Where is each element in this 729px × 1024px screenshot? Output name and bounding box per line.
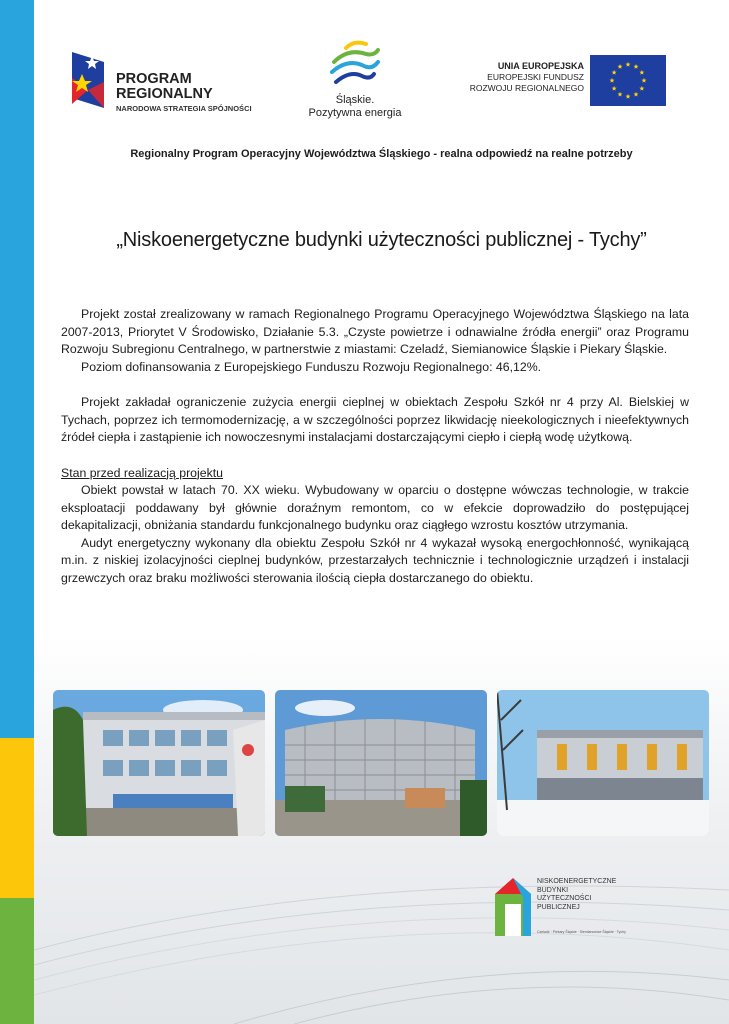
program-regionalny-logo [68, 48, 268, 118]
page-title: „Niskoenergetyczne budynki użyteczności publicznej - Tychy” [116, 229, 647, 251]
side-bar-blue [0, 0, 34, 738]
slaskie-logo [300, 40, 410, 126]
paragraph-history: Obiekt powstał w latach 70. XX wieku. Wybudowany w oparciu o dostępne wówczas technologie, w trakcie eksploatacji poddawany był głównie doraźnym remontom, co w efekcie doprowadziło do postępującej dekapitalizacji, obniżania standardu funkcjonalnego budynku oraz ciągłego wzrostu kosztów utrzymania. [61, 483, 689, 532]
paragraph-scope: Projekt zakładał ograniczenie zużycia energii cieplnej w obiektach Zespołu Szkół nr 4 przy Al. Bielskiej w Tychach, poprzez ich termomodernizację, a w szczególności poprzez likwidację nieekologicznych i nieefektywnych źródeł ciepła i zastąpienie ich nowoczesnymi instalacjami dostarczającymi ciepło i ciepłą wodę użytkową. [61, 395, 689, 444]
program-regionalny-title [116, 72, 213, 102]
eu-line2: EUROPEJSKI FUNDUSZ [487, 72, 584, 82]
niskoenergetyczne-text [537, 878, 619, 912]
eu-flag-icon [590, 55, 666, 106]
niskoenergetyczne-logo [491, 872, 626, 942]
program-line3: NARODOWA STRATEGIA SPÓJNOŚCI [116, 104, 252, 113]
bl-line3: UŻYTECZNOŚCI [537, 895, 592, 902]
content-body [61, 306, 689, 587]
decorative-swoosh [34, 830, 729, 1024]
side-bar-green [0, 898, 34, 1024]
logo-strip [60, 40, 680, 130]
page-subtitle: Regionalny Program Operacyjny Województwa Śląskiego - realna odpowiedź na realne potrzeby [130, 148, 633, 160]
slaskie-name: Śląskie. [335, 94, 375, 106]
side-bar-yellow [0, 738, 34, 898]
slaskie-waves-icon [326, 40, 382, 90]
paragraph-audit: Audyt energetyczny wykonany dla obiektu Zespołu Szkół nr 4 wykazał wysoką energochłonność, wynikającą m.in. z niskiej izolacyjności cieplnej budynków, przestarzałych technicznie i technologicznie urządzeń i instalacji grzewczych oraz braku możliwości sterowania ilością ciepła dostarczanego do obiektu. [61, 535, 689, 585]
section-heading: Stan przed realizacją projektu [61, 465, 223, 480]
program-regionalny-mark-icon [68, 48, 108, 112]
paragraph-project: Projekt został zrealizowany w ramach Regionalnego Programu Operacyjnego Województwa Śląskiego na lata 2007-2013, Priorytet V Środowisko, Działanie 5.3. „Czyste powietrze i odnawialne źródła energii” oraz Programu Rozwoju Subregionu Centralnego, w partnerstwie z miastami: Czeladź, Siemianowice Śląskie i Piekary Śląskie. [61, 307, 689, 356]
photo-gym-scaffolding [275, 690, 487, 836]
eu-line3: ROZWOJU REGIONALNEGO [469, 83, 584, 93]
paragraph-funding: Poziom dofinansowania z Europejskiego Funduszu Rozwoju Regionalnego: 46,12%. [81, 359, 542, 374]
photo-school-before [53, 690, 265, 836]
eu-line1: UNIA EUROPEJSKA [497, 61, 584, 71]
bl-line2: BUDYNKI [537, 886, 569, 894]
bl-cities: Czeladź · Piekary Śląskie · Siemianowice Śląskie · Tychy [537, 930, 626, 934]
photo-gym-after [497, 690, 709, 836]
house-mark-icon [491, 872, 535, 938]
slaskie-tagline: Pozytywna energia [308, 107, 402, 119]
program-line2: REGIONALNY [116, 86, 213, 102]
bl-line1: NISKOENERGETYCZNE [537, 878, 617, 885]
eu-logo [460, 55, 670, 111]
eu-text [460, 61, 584, 94]
bl-line4: PUBLICZNEJ [537, 903, 580, 911]
program-line1: PROGRAM [116, 71, 192, 87]
photo-strip [53, 690, 713, 836]
